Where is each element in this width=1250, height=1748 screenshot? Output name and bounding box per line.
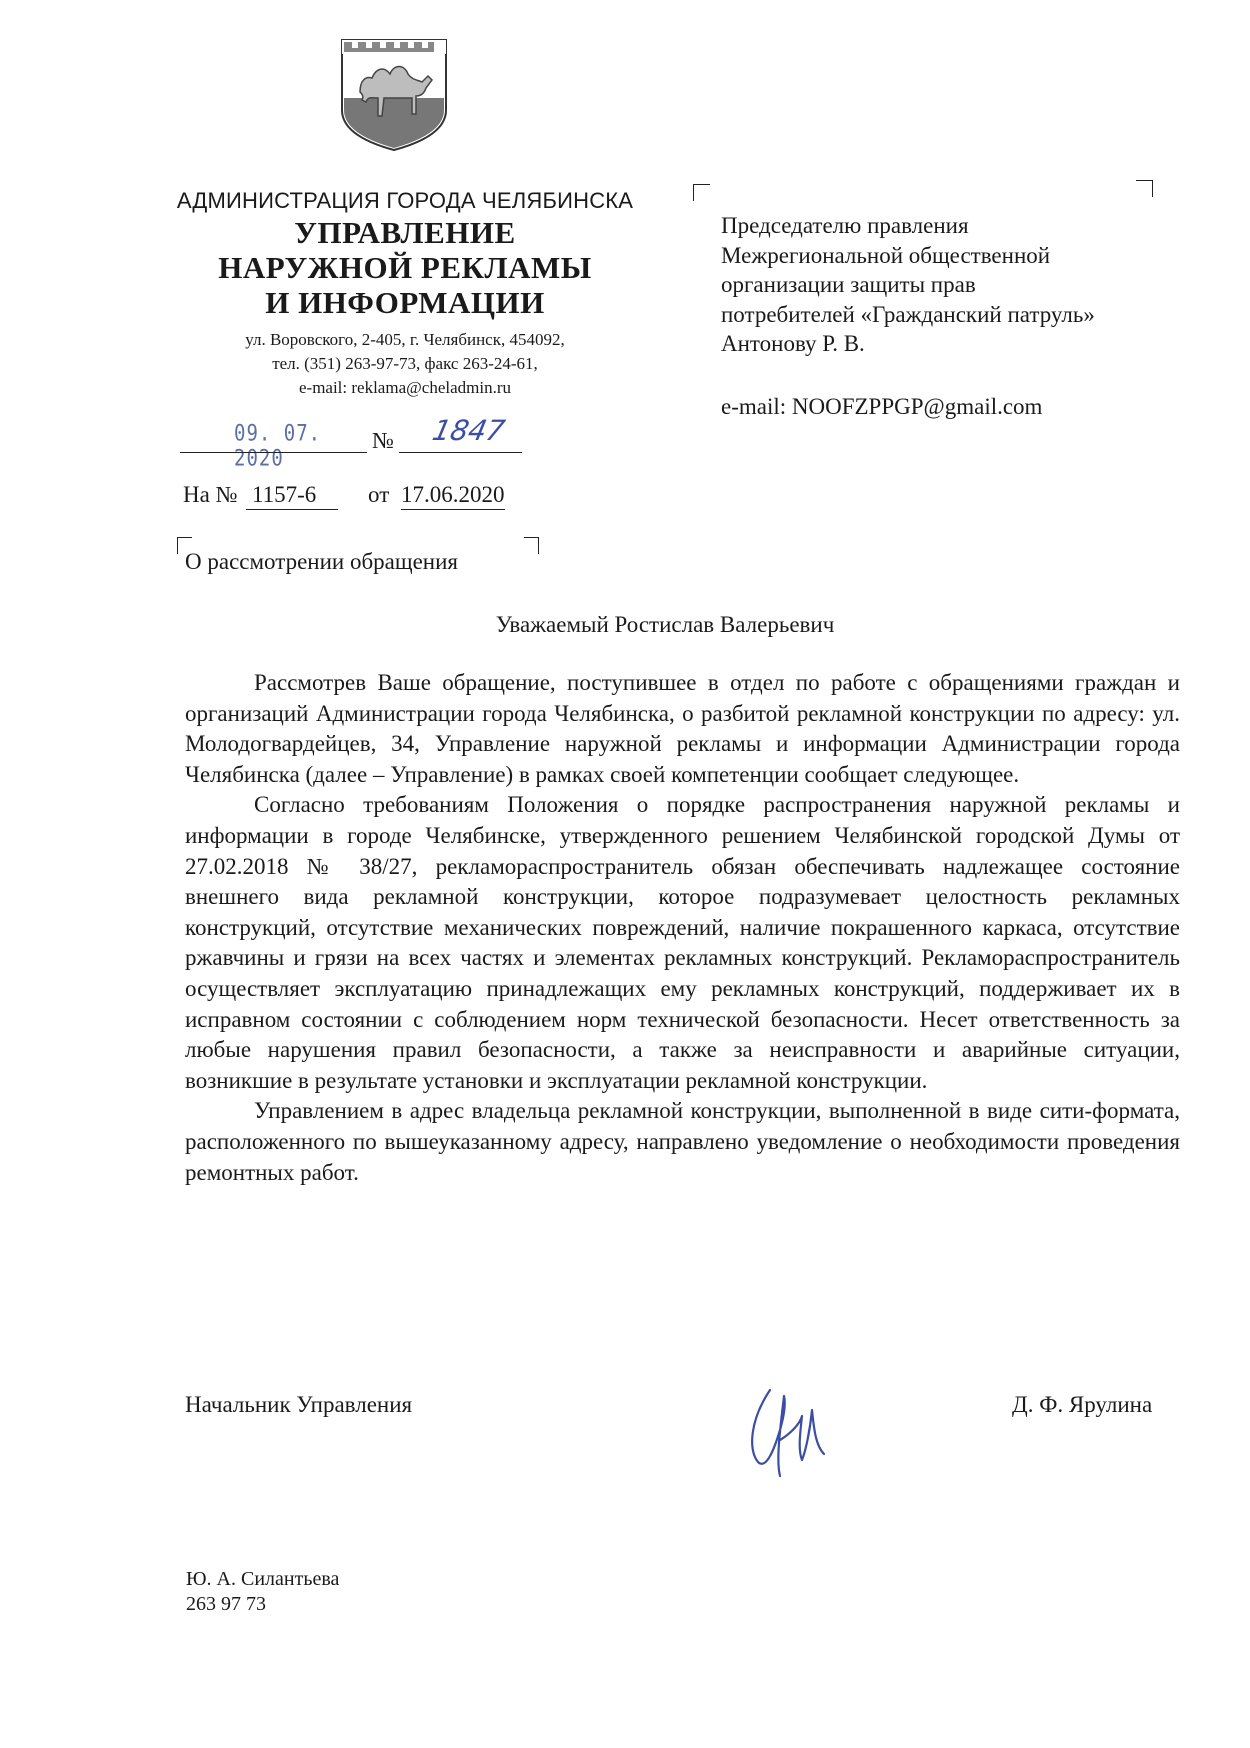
department-title: [150, 215, 660, 320]
letter-body: [185, 668, 1180, 1188]
salutation: Уважаемый Ростислав Валерьевич: [495, 612, 835, 637]
addressee-line: Антонову Р. В.: [721, 331, 865, 356]
reference-number: 1157-6: [246, 482, 338, 510]
addressee-line: организации защиты прав: [721, 272, 976, 297]
department-contacts: [150, 328, 660, 400]
number-underline: [399, 452, 522, 453]
department-title-line: И ИНФОРМАЦИИ: [265, 285, 545, 320]
signatory-position: Начальник Управления: [185, 1392, 413, 1417]
reference-prefix: На №: [183, 482, 238, 507]
outgoing-registration: [180, 414, 540, 472]
administration-title: АДМИНИСТРАЦИЯ ГОРОДА ЧЕЛЯБИНСКА: [176, 188, 634, 213]
addressee-corner-right: [1136, 180, 1153, 197]
reference-line: [183, 482, 563, 512]
outgoing-date-stamp: 09. 07. 2020: [234, 420, 322, 472]
executor-name: Ю. А. Силантьева: [186, 1568, 340, 1590]
body-paragraph: Согласно требованиям Положения о порядке распространения наружной рекламы и информации в городе Челябинске, утвержденного решением Челябинской городской Думы от 27.02.2018 № 38/27, рекламораспространитель обязан обеспечивать надлежащее состояние внешнего вида рекламной конструкции, которое подразумевает целостность рекламных конструкций, отсутствие механических повреждений, наличие покрашенного каркаса, отсутствие ржавчины и грязи на всех частях и элементах рекламных конструкций. Рекламораспространитель осуществляет эксплуатацию принадлежащих ему рекламных конструкций, поддерживает их в исправном состоянии с соблюдением норм технической безопасности. Несет ответственность за любые нарушения правил безопасности, а также за неисправности и аварийные ситуации, возникшие в результате установки и эксплуатации рекламной конструкции.: [185, 792, 1180, 1093]
addressee-corner-left: [693, 184, 710, 201]
number-sign: №: [372, 428, 394, 453]
body-paragraph: Рассмотрев Ваше обращение, поступившее в отдел по работе с обращениями граждан и организаций Администрации города Челябинска, о разбитой рекламной конструкции по адресу: ул. Молодогвардейцев, 34, Управление наружной рекламы и информации Администрации города Челябинска (далее – Управление) в рамках своей компетенции сообщает следующее.: [185, 670, 1180, 787]
addressee-block: [721, 211, 1191, 359]
date-underline: [180, 452, 367, 453]
body-paragraph: Управлением в адрес владельца рекламной конструкции, выполненной в виде сити-формата, расположенного по вышеуказанному адресу, направлено уведомление о необходимости проведения ремонтных работ.: [185, 1098, 1180, 1185]
coat-of-arms-emblem: [338, 36, 450, 154]
addressee-line: Председателю правления: [721, 213, 969, 238]
addressee-line: Межрегиональной общественной: [721, 242, 1051, 268]
outgoing-number-handwritten: 1847: [429, 414, 508, 447]
executor-block: [186, 1567, 339, 1617]
addressee-line: потребителей «Гражданский патруль»: [721, 301, 1095, 327]
handwritten-signature: [740, 1380, 850, 1480]
reference-date: 17.06.2020: [401, 482, 505, 510]
reference-from: от: [368, 482, 390, 507]
subject-line: О рассмотрении обращения: [185, 549, 458, 574]
department-title-line: НАРУЖНОЙ РЕКЛАМЫ: [218, 250, 592, 285]
department-email: e-mail: reklama@cheladmin.ru: [298, 378, 511, 397]
executor-phone: 263 97 73: [186, 1593, 266, 1615]
department-title-line: УПРАВЛЕНИЕ: [294, 215, 516, 250]
signatory-name: Д. Ф. Ярулина: [1012, 1392, 1153, 1417]
department-address: ул. Воровского, 2-405, г. Челябинск, 454092,: [245, 330, 565, 349]
department-phones: тел. (351) 263-97-73, факс 263-24-61,: [272, 354, 538, 373]
subject-corner-right: [524, 537, 539, 554]
addressee-email: e-mail: NOOFZPPGP@gmail.com: [721, 394, 1043, 419]
